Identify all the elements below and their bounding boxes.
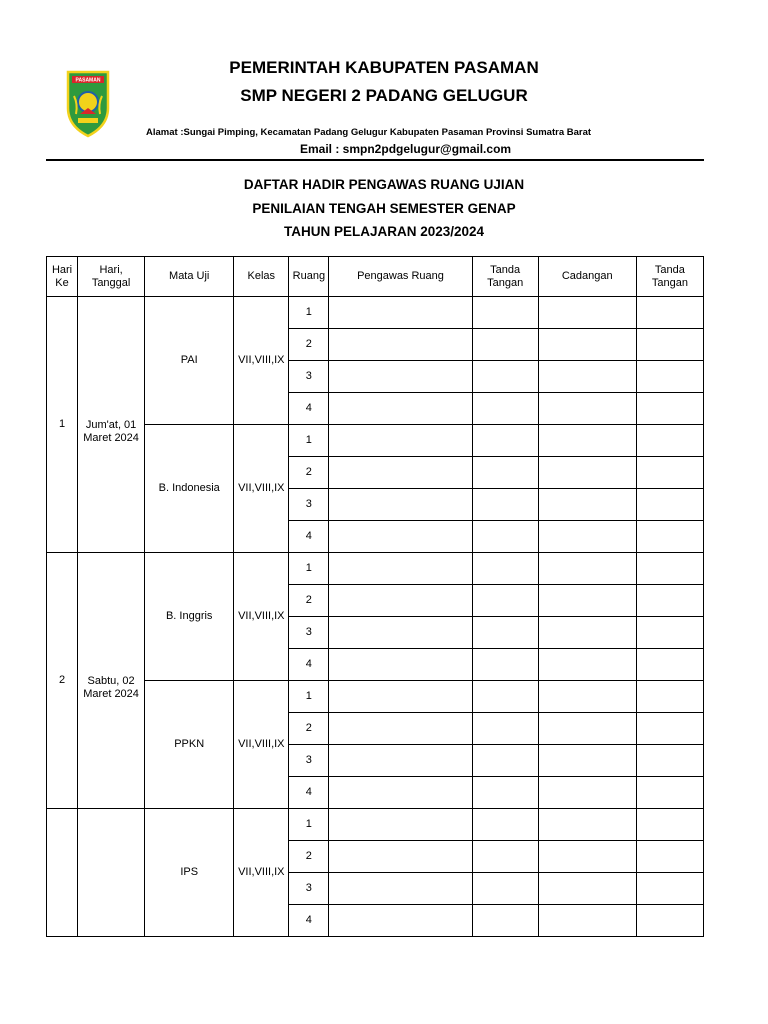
tanda-tangan-cadangan-cell[interactable] (636, 617, 703, 649)
cadangan-cell[interactable] (538, 457, 636, 489)
pengawas-cell[interactable] (329, 617, 472, 649)
school-address: Alamat :Sungai Pimping, Kecamatan Padang Gelugur Kabupaten Pasaman Provinsi Sumatra Barat (146, 127, 592, 138)
pengawas-cell[interactable] (329, 777, 472, 809)
cadangan-cell[interactable] (538, 393, 636, 425)
tanda-tangan-cadangan-cell[interactable] (636, 809, 703, 841)
header-hari-ke: Hari Ke (47, 257, 78, 297)
cadangan-cell[interactable] (538, 745, 636, 777)
table-row (47, 553, 704, 585)
attendance-table-wrapper (46, 256, 704, 926)
tanda-tangan-cadangan-cell[interactable] (636, 361, 703, 393)
cadangan-cell[interactable] (538, 585, 636, 617)
tanda-tangan-cadangan-cell[interactable] (636, 297, 703, 329)
header-kelas: Kelas (234, 257, 289, 297)
tanda-tangan-cell[interactable] (472, 873, 538, 905)
logo-text: PASAMAN (75, 77, 101, 84)
room-number: 1 (289, 425, 329, 457)
cadangan-cell[interactable] (538, 713, 636, 745)
subject-kelas: VII,VIII,IX (234, 809, 289, 937)
pengawas-cell[interactable] (329, 713, 472, 745)
pengawas-cell[interactable] (329, 841, 472, 873)
subject-name: B. Indonesia (145, 425, 234, 553)
pengawas-cell[interactable] (329, 681, 472, 713)
tanda-tangan-cell[interactable] (472, 521, 538, 553)
header-ruang: Ruang (289, 257, 329, 297)
tanda-tangan-cell[interactable] (472, 361, 538, 393)
room-number: 1 (289, 681, 329, 713)
table-row (47, 681, 704, 713)
room-number: 3 (289, 745, 329, 777)
pengawas-cell[interactable] (329, 873, 472, 905)
subject-kelas: VII,VIII,IX (234, 297, 289, 425)
day-date-line2: Maret 2024 (83, 431, 139, 444)
tanda-tangan-cadangan-cell[interactable] (636, 681, 703, 713)
cadangan-cell[interactable] (538, 809, 636, 841)
room-number: 3 (289, 873, 329, 905)
cadangan-cell[interactable] (538, 777, 636, 809)
cadangan-cell[interactable] (538, 681, 636, 713)
day-date (78, 297, 145, 553)
subject-kelas: VII,VIII,IX (234, 425, 289, 553)
table-row (47, 297, 704, 329)
day-date-line1: Sabtu, 02 (87, 674, 135, 687)
tanda-tangan-cadangan-cell[interactable] (636, 553, 703, 585)
tanda-tangan-cell[interactable] (472, 585, 538, 617)
tanda-tangan-cell[interactable] (472, 489, 538, 521)
header-divider (46, 159, 704, 161)
room-number: 2 (289, 713, 329, 745)
day-date-line1: Jum'at, 01 (85, 418, 137, 431)
tanda-tangan-cell[interactable] (472, 425, 538, 457)
room-number: 3 (289, 361, 329, 393)
day-date (78, 809, 145, 937)
room-number: 1 (289, 553, 329, 585)
cadangan-cell[interactable] (538, 905, 636, 937)
tanda-tangan-cadangan-cell[interactable] (636, 905, 703, 937)
tanda-tangan-cell[interactable] (472, 809, 538, 841)
tanda-tangan-cadangan-cell[interactable] (636, 841, 703, 873)
cadangan-cell[interactable] (538, 553, 636, 585)
tanda-tangan-cadangan-cell[interactable] (636, 777, 703, 809)
tanda-tangan-cadangan-cell[interactable] (636, 425, 703, 457)
subject-name: PPKN (145, 681, 234, 809)
cadangan-cell[interactable] (538, 873, 636, 905)
tanda-tangan-cadangan-cell[interactable] (636, 649, 703, 681)
day-number (47, 809, 78, 937)
pengawas-cell[interactable] (329, 585, 472, 617)
cadangan-cell[interactable] (538, 361, 636, 393)
cadangan-cell[interactable] (538, 649, 636, 681)
cadangan-cell[interactable] (538, 425, 636, 457)
cadangan-cell[interactable] (538, 841, 636, 873)
table-body (47, 297, 704, 937)
pengawas-cell[interactable] (329, 553, 472, 585)
subject-kelas: VII,VIII,IX (234, 681, 289, 809)
pengawas-cell[interactable] (329, 489, 472, 521)
subject-name: B. Inggris (145, 553, 234, 681)
government-title: PEMERINTAH KABUPATEN PASAMAN (229, 58, 539, 77)
table-row (47, 809, 704, 841)
room-number: 2 (289, 585, 329, 617)
tanda-tangan-cadangan-cell[interactable] (636, 521, 703, 553)
tanda-tangan-cadangan-cell[interactable] (636, 393, 703, 425)
pengawas-cell[interactable] (329, 649, 472, 681)
room-number: 2 (289, 457, 329, 489)
tanda-tangan-cadangan-cell[interactable] (636, 745, 703, 777)
header-mata-uji: Mata Uji (145, 257, 234, 297)
table-row (47, 425, 704, 457)
room-number: 4 (289, 777, 329, 809)
pengawas-cell[interactable] (329, 361, 472, 393)
header-tanda-tangan-2: Tanda Tangan (636, 257, 703, 297)
room-number: 4 (289, 393, 329, 425)
tanda-tangan-cell[interactable] (472, 649, 538, 681)
header-tanggal: Hari, Tanggal (78, 257, 145, 297)
tanda-tangan-cell[interactable] (472, 329, 538, 361)
tanda-tangan-cell[interactable] (472, 457, 538, 489)
tanda-tangan-cadangan-cell[interactable] (636, 713, 703, 745)
tanda-tangan-cell[interactable] (472, 841, 538, 873)
tanda-tangan-cell[interactable] (472, 777, 538, 809)
pengawas-cell[interactable] (329, 809, 472, 841)
tanda-tangan-cell[interactable] (472, 553, 538, 585)
day-number: 2 (47, 553, 78, 809)
tanda-tangan-cell[interactable] (472, 393, 538, 425)
room-number: 2 (289, 329, 329, 361)
header-tanda-tangan-1: Tanda Tangan (472, 257, 538, 297)
pengawas-cell[interactable] (329, 425, 472, 457)
pengawas-cell[interactable] (329, 393, 472, 425)
pengawas-cell[interactable] (329, 297, 472, 329)
room-number: 4 (289, 649, 329, 681)
room-number: 4 (289, 521, 329, 553)
pengawas-cell[interactable] (329, 745, 472, 777)
tanda-tangan-cadangan-cell[interactable] (636, 873, 703, 905)
tanda-tangan-cell[interactable] (472, 905, 538, 937)
room-number: 1 (289, 809, 329, 841)
cadangan-cell[interactable] (538, 297, 636, 329)
subject-name: IPS (145, 809, 234, 937)
subject-name: PAI (145, 297, 234, 425)
school-email: Email : smpn2pdgelugur@gmail.com (300, 142, 512, 156)
table-header-row (47, 257, 704, 297)
document-title: DAFTAR HADIR PENGAWAS RUANG UJIAN (243, 177, 525, 192)
cadangan-cell[interactable] (538, 489, 636, 521)
room-number: 4 (289, 905, 329, 937)
pengawas-cell[interactable] (329, 905, 472, 937)
tanda-tangan-cadangan-cell[interactable] (636, 489, 703, 521)
tanda-tangan-cell[interactable] (472, 681, 538, 713)
day-number: 1 (47, 297, 78, 553)
tanda-tangan-cell[interactable] (472, 297, 538, 329)
school-name: SMP NEGERI 2 PADANG GELUGUR (240, 86, 528, 105)
tanda-tangan-cell[interactable] (472, 713, 538, 745)
tanda-tangan-cadangan-cell[interactable] (636, 457, 703, 489)
cadangan-cell[interactable] (538, 617, 636, 649)
pengawas-cell[interactable] (329, 457, 472, 489)
room-number: 2 (289, 841, 329, 873)
cadangan-cell[interactable] (538, 521, 636, 553)
tanda-tangan-cadangan-cell[interactable] (636, 585, 703, 617)
subject-kelas: VII,VIII,IX (234, 553, 289, 681)
day-date (78, 553, 145, 809)
room-number: 3 (289, 617, 329, 649)
academic-year: TAHUN PELAJARAN 2023/2024 (283, 224, 485, 239)
pengawas-cell[interactable] (329, 329, 472, 361)
tanda-tangan-cell[interactable] (472, 617, 538, 649)
day-date-line2: Maret 2024 (83, 687, 139, 700)
header-pengawas: Pengawas Ruang (329, 257, 472, 297)
room-number: 1 (289, 297, 329, 329)
room-number: 3 (289, 489, 329, 521)
header-cadangan: Cadangan (538, 257, 636, 297)
tanda-tangan-cadangan-cell[interactable] (636, 329, 703, 361)
tanda-tangan-cell[interactable] (472, 745, 538, 777)
pengawas-cell[interactable] (329, 521, 472, 553)
cadangan-cell[interactable] (538, 329, 636, 361)
document-subtitle: PENILAIAN TENGAH SEMESTER GENAP (252, 201, 516, 216)
attendance-table (46, 256, 704, 937)
